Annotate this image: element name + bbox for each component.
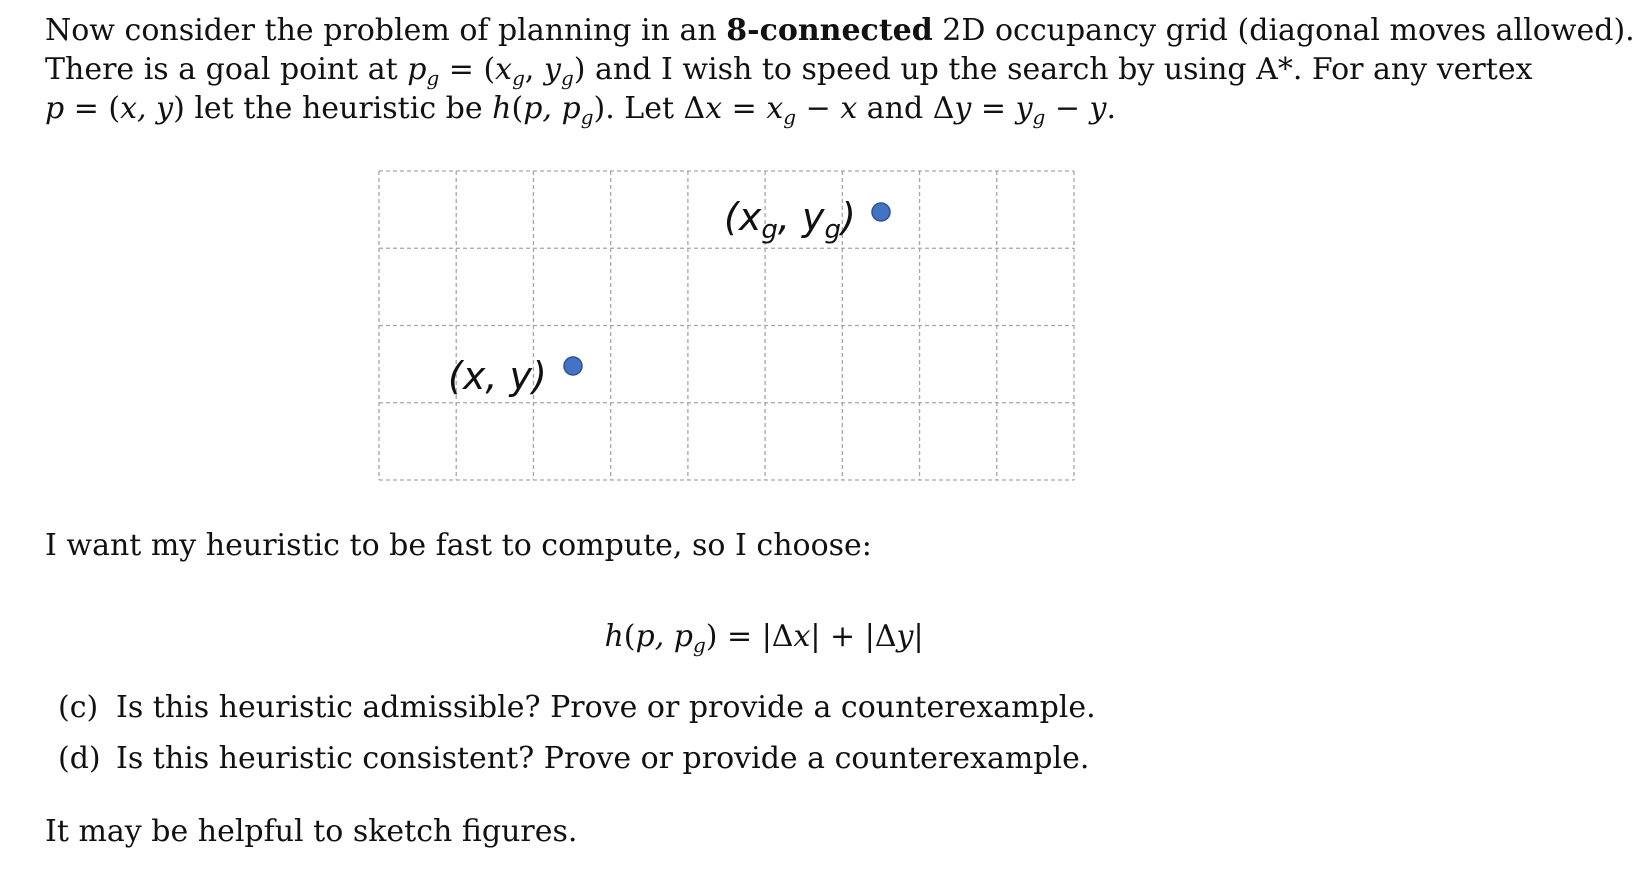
question-tag: (c): [58, 690, 99, 725]
goal-point: [872, 203, 890, 221]
intro-text: ) let the heuristic be: [173, 91, 493, 126]
math-symbol: x, y: [120, 91, 174, 126]
goal-label-subscript: g: [824, 215, 842, 245]
math-subscript: g: [512, 66, 525, 90]
eq-text: (: [623, 619, 636, 654]
intro-text: There is a goal point at: [45, 52, 398, 87]
goal-label-part: ): [841, 195, 856, 239]
eq-symbol: x: [793, 619, 811, 654]
intro-line-3: [45, 90, 1116, 136]
goal-label-subscript: g: [761, 215, 778, 245]
math-text: ,: [524, 52, 544, 87]
math-subscript: g: [426, 66, 440, 90]
math-text: .: [1106, 91, 1117, 126]
body-text: I want my heuristic to be fast to compute, so I choose:: [45, 528, 872, 563]
math-subscript: g: [783, 105, 797, 129]
math-symbol: y: [1089, 91, 1107, 126]
math-text: =: [971, 91, 1016, 126]
math-symbol: y: [543, 52, 561, 87]
intro-line-1: [45, 12, 1635, 50]
eq-symbol: p, p: [635, 619, 693, 654]
intro-text: ) and I wish to speed up the search by using A*. For any vertex: [573, 52, 1533, 87]
math-text: = (: [64, 91, 121, 126]
question-d: [58, 740, 1089, 778]
question-tag: (d): [58, 741, 101, 776]
eq-symbol: h: [604, 619, 624, 654]
math-text: (: [511, 91, 524, 126]
math-text: = (: [439, 52, 496, 87]
math-symbol: x: [705, 91, 723, 126]
eq-text: ) = |Δ: [705, 619, 794, 654]
math-subscript: g: [560, 66, 574, 90]
math-symbol: p: [45, 91, 65, 126]
math-symbol: y: [1015, 91, 1033, 126]
question-text: Is this heuristic admissible? Prove or provide a counterexample.: [116, 690, 1096, 725]
eq-symbol: y: [896, 619, 914, 654]
math-symbol: p: [407, 52, 427, 87]
eq-text: |: [913, 619, 924, 654]
goal-label: [724, 195, 856, 252]
math-text: =: [722, 91, 767, 126]
start-label: (x, y): [448, 354, 547, 398]
eq-text: | + |Δ: [810, 619, 897, 654]
goal-label-part: (x: [724, 195, 762, 239]
occupancy-grid-figure: [378, 170, 1075, 481]
intro-text: Now consider the problem of planning in an: [45, 13, 717, 48]
start-point: [564, 357, 582, 375]
math-text: ). Let Δ: [593, 91, 706, 126]
intro-text: and Δ: [857, 91, 955, 126]
math-subscript: g: [580, 105, 594, 129]
goal-label-part: , y: [777, 195, 825, 239]
math-text: −: [796, 91, 841, 126]
math-symbol: x: [840, 91, 858, 126]
math-text: −: [1045, 91, 1090, 126]
heuristic-equation: [0, 618, 1528, 664]
footer-text: It may be helpful to sketch figures.: [45, 814, 578, 849]
eq-subscript: g: [692, 633, 706, 657]
math-symbol: h: [492, 91, 512, 126]
intro-bold-term: 8-connected: [726, 13, 933, 48]
math-symbol: x: [766, 91, 784, 126]
math-symbol: p, p: [523, 91, 581, 126]
question-c: [58, 689, 1096, 727]
question-text: Is this heuristic consistent? Prove or provide a counterexample.: [116, 741, 1090, 776]
intro-text: 2D occupancy grid (diagonal moves allowed).: [942, 13, 1635, 48]
math-symbol: x: [495, 52, 513, 87]
math-subscript: g: [1032, 105, 1046, 129]
math-symbol: y: [954, 91, 972, 126]
